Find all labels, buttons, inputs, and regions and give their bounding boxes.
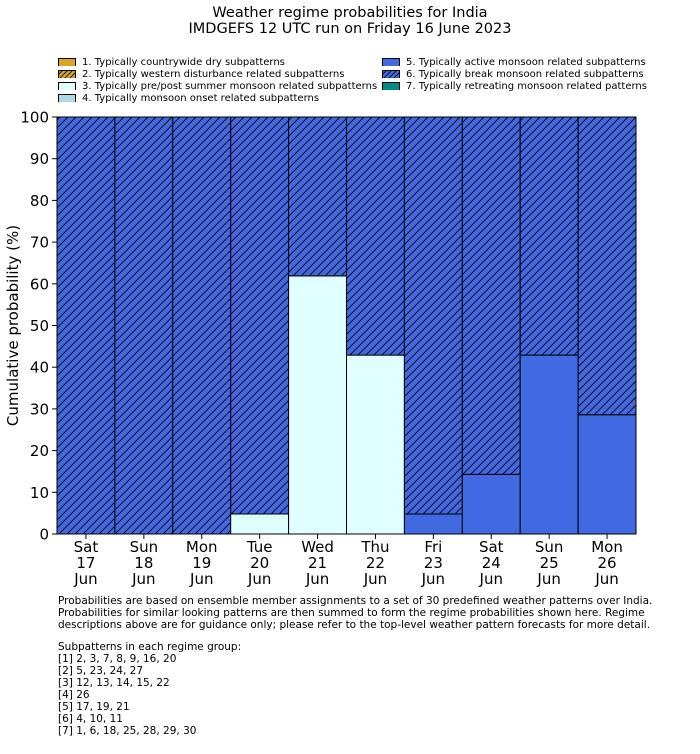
x-tick-label: Mon 26 Jun: [591, 538, 623, 588]
legend-label: 6. Typically break monsoon related subpatterns: [406, 69, 644, 80]
legend-label: 2. Typically western disturbance related subpatterns: [82, 69, 345, 80]
bar-segment: [462, 474, 520, 534]
legend-label: 7. Typically retreating monsoon related patterns: [406, 81, 647, 92]
y-tick-label: 10: [29, 483, 49, 502]
y-tick-label: 0: [39, 525, 49, 544]
y-tick-label: 70: [29, 233, 49, 252]
legend-label: 4. Typically monsoon onset related subpatterns: [82, 93, 320, 104]
y-axis-label: Cumulative probability (%): [4, 224, 22, 427]
bar-segment: [520, 355, 578, 534]
y-tick-label: 50: [29, 317, 49, 335]
y-tick-label: 100: [20, 108, 49, 127]
bars: [57, 117, 636, 534]
y-tick-label: 30: [29, 400, 49, 419]
bar-segment: [289, 117, 347, 276]
bar-segment: [289, 276, 347, 534]
chart-plot: [0, 105, 700, 595]
y-tick-label: 60: [29, 275, 49, 294]
x-tick-label: Fri 23 Jun: [421, 538, 446, 588]
bar-segment: [462, 117, 520, 474]
chart-subtitle: IMDGEFS 12 UTC run on Friday 16 June 2023: [188, 21, 512, 37]
x-tick-label: Sat 24 Jun: [478, 538, 504, 588]
x-tick-label: Wed 21 Jun: [301, 538, 334, 588]
bar-segment: [115, 117, 173, 534]
legend-label: 1. Typically countrywide dry subpatterns: [82, 57, 285, 68]
y-tick-label: 20: [29, 442, 49, 461]
y-tick-label: 80: [29, 191, 49, 210]
y-tick-label: 40: [29, 358, 49, 377]
bar-segment: [231, 117, 289, 514]
legend-swatch: [58, 58, 76, 66]
legend-swatch: [58, 94, 76, 102]
x-tick-label: Sat 17 Jun: [73, 538, 99, 588]
y-tick-label: 90: [29, 150, 49, 169]
legend-swatch: [382, 58, 400, 66]
legend-swatch: [58, 82, 76, 90]
bar-segment: [57, 117, 115, 534]
bar-segment: [404, 514, 462, 534]
legend-swatch: [382, 70, 400, 78]
bar-segment: [578, 117, 636, 415]
x-tick-label: Sun 18 Jun: [129, 538, 159, 588]
bar-segment: [231, 514, 289, 534]
legend-label: 3. Typically pre/post summer monsoon related subpatterns: [82, 81, 378, 92]
bar-segment: [404, 117, 462, 514]
x-tick-label: Mon 19 Jun: [185, 538, 218, 588]
bar-segment: [347, 355, 405, 534]
x-tick-label: Thu 22 Jun: [361, 538, 390, 588]
bar-segment: [347, 117, 405, 355]
legend-swatch: [382, 82, 400, 90]
chart-title: Weather regime probabilities for India: [212, 5, 488, 21]
footnote-text: Probabilities are based on ensemble member assignments to a set of 30 predefined weather patterns over India. Probabilities for similar looking patterns are then summed to form the regime probabilities shown here. Regime descriptions above are for guidance only; please refer to the top-level weather pattern forecasts for more detail.: [58, 595, 653, 631]
bar-segment: [520, 117, 578, 355]
bar-segment: [173, 117, 231, 534]
legend-swatch: [58, 70, 76, 78]
legend-label: 5. Typically active monsoon related subpatterns: [406, 57, 646, 68]
footnote-groups: Subpatterns in each regime group: [1] 2, 3, 7, 8, 9, 16, 20 [2] 5, 23, 24, 27 [3] 12, 13, 14, 15, 22 [4] 26 [5] 17, 19, 21 [6] 4, 10, 11 [7] 1, 6, 18, 25, 28, 29, 30: [58, 641, 242, 737]
x-tick-label: Sun 25 Jun: [534, 538, 564, 588]
x-tick-label: Tue 20 Jun: [246, 538, 273, 588]
bar-segment: [578, 415, 636, 534]
